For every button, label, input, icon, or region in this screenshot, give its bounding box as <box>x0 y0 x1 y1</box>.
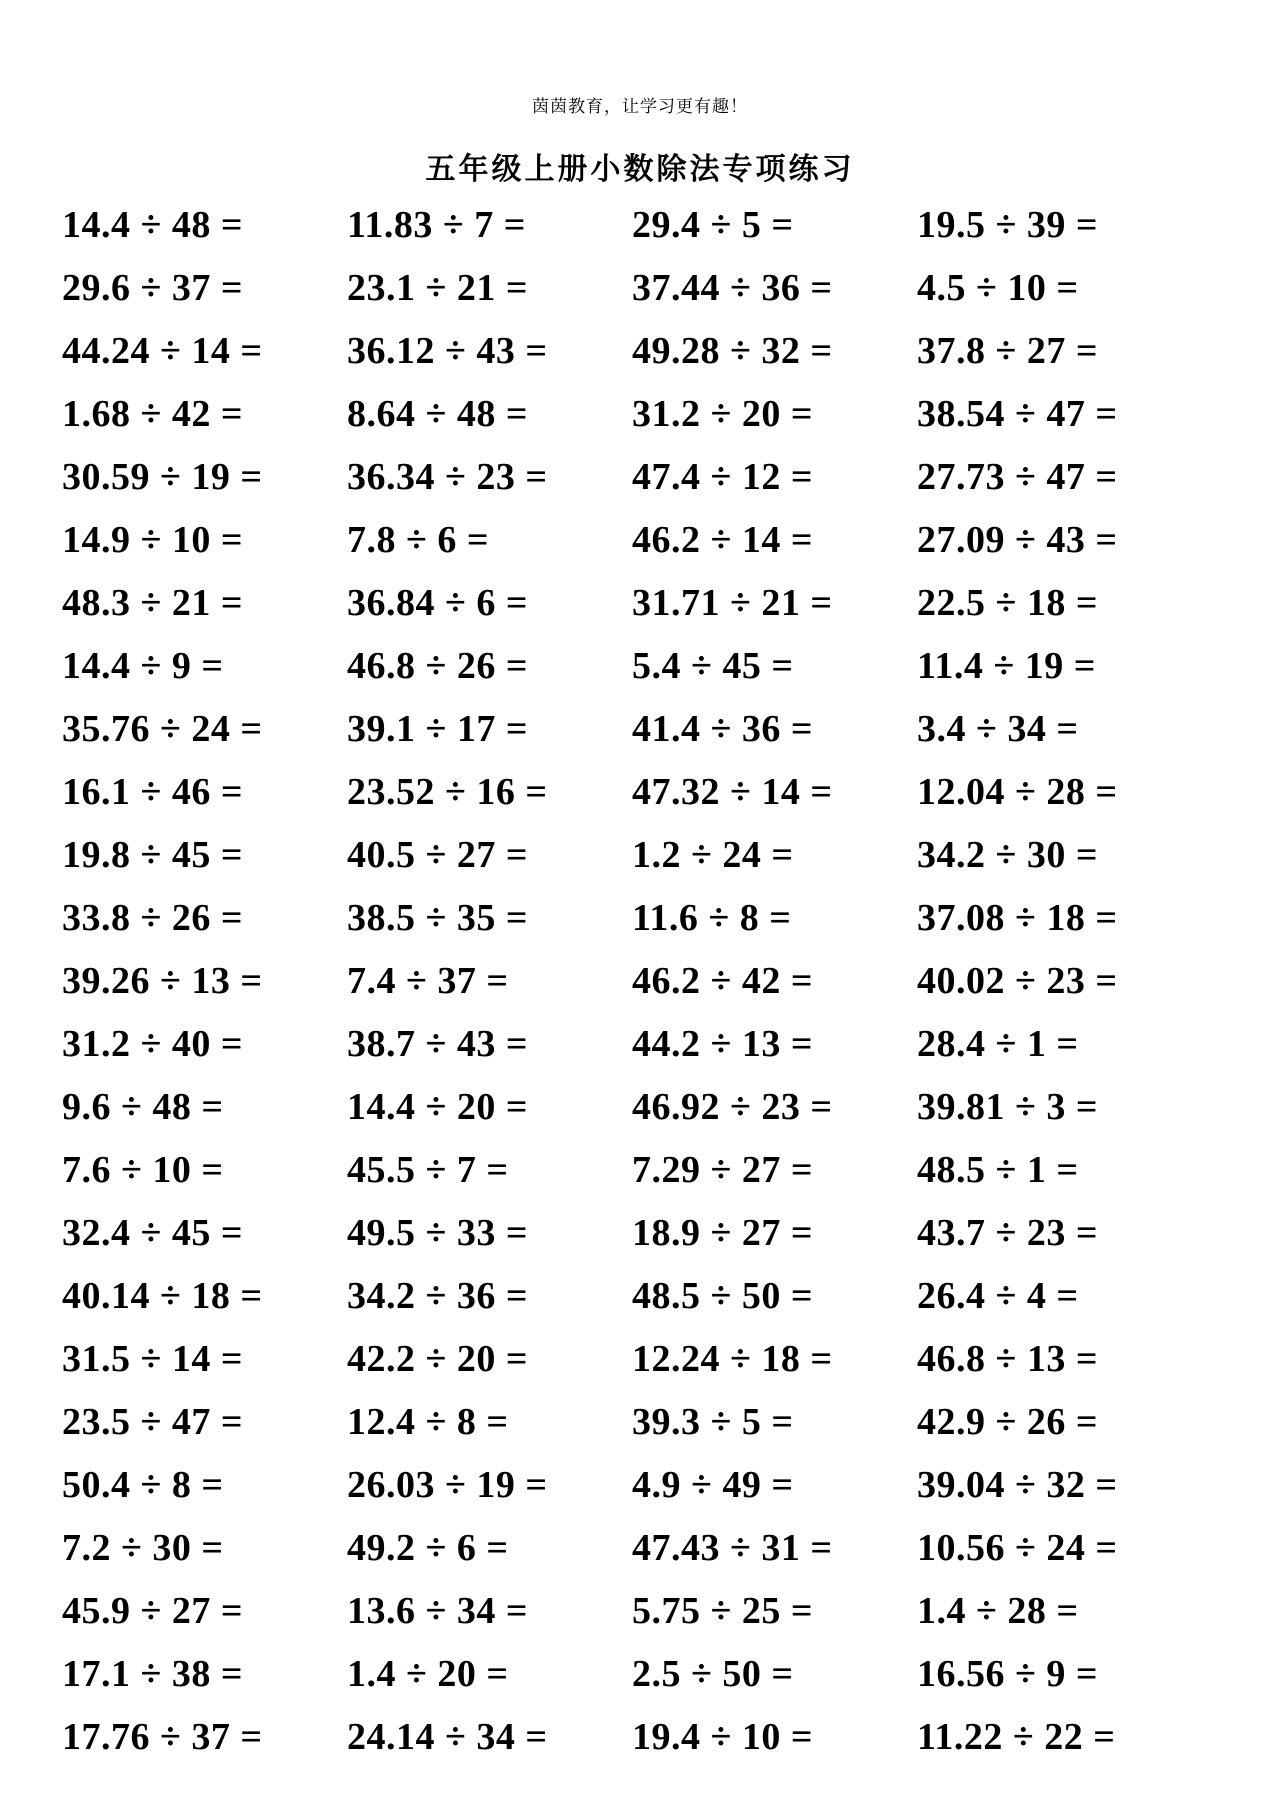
division-problem: 27.73 ÷ 47 = <box>917 456 1118 498</box>
division-problem: 7.4 ÷ 37 = <box>347 960 509 1002</box>
division-problem: 49.2 ÷ 6 = <box>347 1527 509 1569</box>
division-problem: 11.6 ÷ 8 = <box>632 897 792 939</box>
division-problem: 44.2 ÷ 13 = <box>632 1023 814 1065</box>
division-problem: 16.1 ÷ 46 = <box>62 771 244 813</box>
division-problem: 40.14 ÷ 18 = <box>62 1275 263 1317</box>
division-problem: 46.8 ÷ 26 = <box>347 645 529 687</box>
division-problem: 10.56 ÷ 24 = <box>917 1527 1118 1569</box>
division-problem: 23.52 ÷ 16 = <box>347 771 548 813</box>
division-problem: 19.5 ÷ 39 = <box>917 204 1099 246</box>
problem-grid <box>62 194 1242 1769</box>
division-problem: 23.1 ÷ 21 = <box>347 267 529 309</box>
division-problem: 7.6 ÷ 10 = <box>62 1149 224 1191</box>
division-problem: 34.2 ÷ 30 = <box>917 834 1099 876</box>
division-problem: 7.29 ÷ 27 = <box>632 1149 814 1191</box>
division-problem: 41.4 ÷ 36 = <box>632 708 814 750</box>
division-problem: 11.22 ÷ 22 = <box>917 1716 1116 1758</box>
division-problem: 37.44 ÷ 36 = <box>632 267 833 309</box>
division-problem: 16.56 ÷ 9 = <box>917 1653 1099 1695</box>
division-problem: 47.32 ÷ 14 = <box>632 771 833 813</box>
division-problem: 46.92 ÷ 23 = <box>632 1086 833 1128</box>
division-problem: 45.9 ÷ 27 = <box>62 1590 244 1632</box>
division-problem: 39.1 ÷ 17 = <box>347 708 529 750</box>
division-problem: 12.4 ÷ 8 = <box>347 1401 509 1443</box>
division-problem: 1.4 ÷ 20 = <box>347 1653 509 1695</box>
division-problem: 7.8 ÷ 6 = <box>347 519 490 561</box>
division-problem: 36.34 ÷ 23 = <box>347 456 548 498</box>
division-problem: 4.9 ÷ 49 = <box>632 1464 794 1506</box>
division-problem: 46.2 ÷ 14 = <box>632 519 814 561</box>
division-problem: 38.54 ÷ 47 = <box>917 393 1118 435</box>
division-problem: 50.4 ÷ 8 = <box>62 1464 224 1506</box>
division-problem: 8.64 ÷ 48 = <box>347 393 529 435</box>
division-problem: 28.4 ÷ 1 = <box>917 1023 1079 1065</box>
division-problem: 39.3 ÷ 5 = <box>632 1401 794 1443</box>
division-problem: 17.76 ÷ 37 = <box>62 1716 263 1758</box>
division-problem: 9.6 ÷ 48 = <box>62 1086 224 1128</box>
division-problem: 19.8 ÷ 45 = <box>62 834 244 876</box>
division-problem: 29.6 ÷ 37 = <box>62 267 244 309</box>
division-problem: 7.2 ÷ 30 = <box>62 1527 224 1569</box>
division-problem: 48.5 ÷ 1 = <box>917 1149 1079 1191</box>
division-problem: 2.5 ÷ 50 = <box>632 1653 794 1695</box>
division-problem: 17.1 ÷ 38 = <box>62 1653 244 1695</box>
division-problem: 40.02 ÷ 23 = <box>917 960 1118 1002</box>
division-problem: 42.9 ÷ 26 = <box>917 1401 1099 1443</box>
division-problem: 31.2 ÷ 20 = <box>632 393 814 435</box>
header-note: 茵茵教育，让学习更有趣！ <box>532 97 748 117</box>
division-problem: 46.8 ÷ 13 = <box>917 1338 1099 1380</box>
division-problem: 48.3 ÷ 21 = <box>62 582 244 624</box>
division-problem: 42.2 ÷ 20 = <box>347 1338 529 1380</box>
division-problem: 11.83 ÷ 7 = <box>347 204 526 246</box>
division-problem: 39.26 ÷ 13 = <box>62 960 263 1002</box>
division-problem: 36.84 ÷ 6 = <box>347 582 529 624</box>
division-problem: 38.7 ÷ 43 = <box>347 1023 529 1065</box>
division-problem: 30.59 ÷ 19 = <box>62 456 263 498</box>
division-problem: 46.2 ÷ 42 = <box>632 960 814 1002</box>
division-problem: 23.5 ÷ 47 = <box>62 1401 244 1443</box>
division-problem: 4.5 ÷ 10 = <box>917 267 1079 309</box>
division-problem: 29.4 ÷ 5 = <box>632 204 794 246</box>
division-problem: 32.4 ÷ 45 = <box>62 1212 244 1254</box>
division-problem: 47.43 ÷ 31 = <box>632 1527 833 1569</box>
division-problem: 22.5 ÷ 18 = <box>917 582 1099 624</box>
division-problem: 34.2 ÷ 36 = <box>347 1275 529 1317</box>
division-problem: 3.4 ÷ 34 = <box>917 708 1079 750</box>
division-problem: 37.8 ÷ 27 = <box>917 330 1099 372</box>
division-problem: 1.4 ÷ 28 = <box>917 1590 1079 1632</box>
division-problem: 12.24 ÷ 18 = <box>632 1338 833 1380</box>
division-problem: 19.4 ÷ 10 = <box>632 1716 814 1758</box>
division-problem: 27.09 ÷ 43 = <box>917 519 1118 561</box>
division-problem: 14.4 ÷ 9 = <box>62 645 224 687</box>
division-problem: 35.76 ÷ 24 = <box>62 708 263 750</box>
division-problem: 36.12 ÷ 43 = <box>347 330 548 372</box>
division-problem: 1.2 ÷ 24 = <box>632 834 794 876</box>
page-title: 五年级上册小数除法专项练习 <box>425 152 855 187</box>
division-problem: 31.71 ÷ 21 = <box>632 582 833 624</box>
division-problem: 43.7 ÷ 23 = <box>917 1212 1099 1254</box>
division-problem: 31.2 ÷ 40 = <box>62 1023 244 1065</box>
division-problem: 45.5 ÷ 7 = <box>347 1149 509 1191</box>
division-problem: 39.04 ÷ 32 = <box>917 1464 1118 1506</box>
division-problem: 5.4 ÷ 45 = <box>632 645 794 687</box>
division-problem: 11.4 ÷ 19 = <box>917 645 1096 687</box>
division-problem: 33.8 ÷ 26 = <box>62 897 244 939</box>
division-problem: 44.24 ÷ 14 = <box>62 330 263 372</box>
division-problem: 39.81 ÷ 3 = <box>917 1086 1099 1128</box>
division-problem: 26.4 ÷ 4 = <box>917 1275 1079 1317</box>
division-problem: 5.75 ÷ 25 = <box>632 1590 814 1632</box>
division-problem: 14.4 ÷ 20 = <box>347 1086 529 1128</box>
division-problem: 13.6 ÷ 34 = <box>347 1590 529 1632</box>
division-problem: 37.08 ÷ 18 = <box>917 897 1118 939</box>
division-problem: 31.5 ÷ 14 = <box>62 1338 244 1380</box>
division-problem: 48.5 ÷ 50 = <box>632 1275 814 1317</box>
division-problem: 38.5 ÷ 35 = <box>347 897 529 939</box>
division-problem: 1.68 ÷ 42 = <box>62 393 244 435</box>
division-problem: 47.4 ÷ 12 = <box>632 456 814 498</box>
division-problem: 12.04 ÷ 28 = <box>917 771 1118 813</box>
division-problem: 14.9 ÷ 10 = <box>62 519 244 561</box>
division-problem: 40.5 ÷ 27 = <box>347 834 529 876</box>
division-problem: 18.9 ÷ 27 = <box>632 1212 814 1254</box>
division-problem: 49.5 ÷ 33 = <box>347 1212 529 1254</box>
division-problem: 26.03 ÷ 19 = <box>347 1464 548 1506</box>
division-problem: 24.14 ÷ 34 = <box>347 1716 548 1758</box>
division-problem: 14.4 ÷ 48 = <box>62 204 244 246</box>
division-problem: 49.28 ÷ 32 = <box>632 330 833 372</box>
